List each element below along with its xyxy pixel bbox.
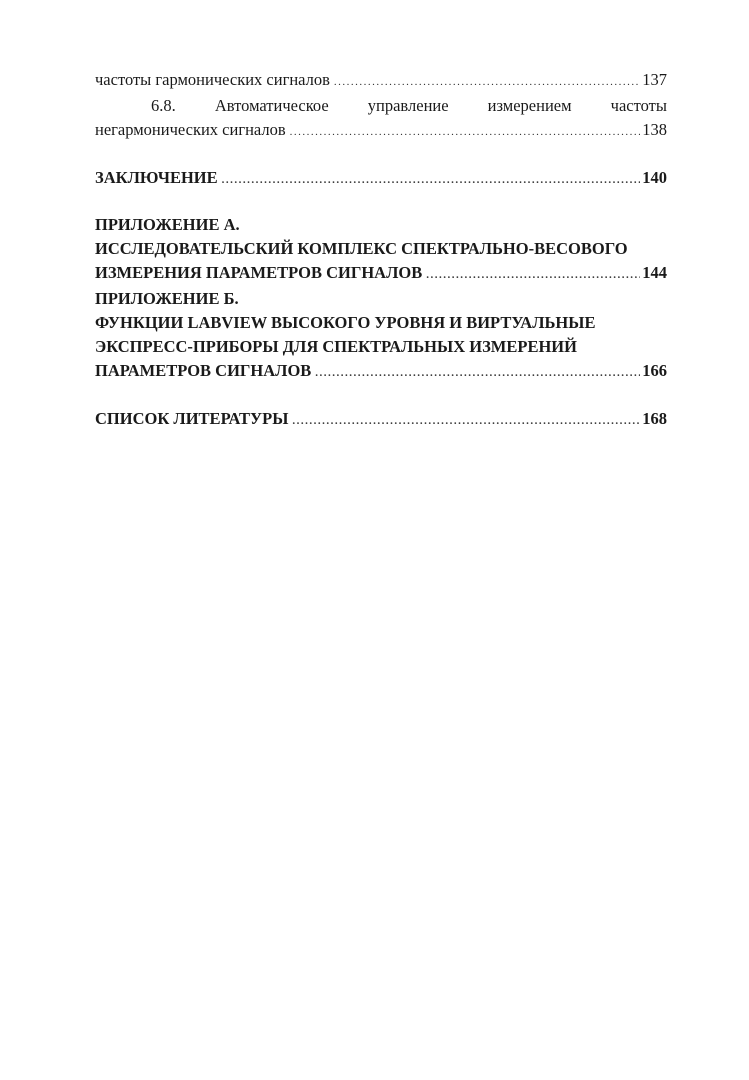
toc-entry-6-8-first-line[interactable] [95,94,667,118]
toc-appendix-b-title-line: ФУНКЦИИ LABVIEW ВЫСОКОГО УРОВНЯ И ВИРТУАЛЬНЫЕ [95,313,596,332]
toc-appendix-a-heading: ПРИЛОЖЕНИЕ А. [95,215,240,234]
dot-leader [222,168,641,192]
toc-entry-label: негармонических сигналов [95,120,286,139]
toc-page-number: 168 [642,409,667,428]
toc-entry-appendix-a[interactable] [95,261,667,287]
toc-entry-word: управление [367,96,449,115]
table-of-contents [95,68,667,433]
dot-leader [334,70,640,94]
toc-appendix-b-title-line: ЭКСПРЕСС-ПРИБОРЫ ДЛЯ СПЕКТРАЛЬНЫХ ИЗМЕРЕНИЙ [95,337,577,356]
dot-leader [292,409,640,433]
toc-page-number: 138 [642,120,667,139]
toc-entry-label: ИЗМЕРЕНИЯ ПАРАМЕТРОВ СИГНАЛОВ [95,263,423,282]
toc-entry-word: измерением [487,96,572,115]
toc-appendix-a-title-line: ИССЛЕДОВАТЕЛЬСКИЙ КОМПЛЕКС СПЕКТРАЛЬНО-ВЕСОВОГО [95,239,628,258]
toc-entry-label: ЗАКЛЮЧЕНИЕ [95,168,218,187]
dot-leader [426,263,640,287]
toc-page-number: 166 [642,361,667,380]
toc-page-number: 140 [642,168,667,187]
toc-entry-references[interactable] [95,407,667,433]
toc-page-number: 137 [642,70,667,89]
dot-leader [315,361,640,385]
toc-appendix-b-heading: ПРИЛОЖЕНИЕ Б. [95,289,239,308]
toc-entry-word: частоты [610,96,667,115]
dot-leader [290,120,641,144]
toc-entry-label: СПИСОК ЛИТЕРАТУРЫ [95,409,289,428]
toc-entry-label: ПАРАМЕТРОВ СИГНАЛОВ [95,361,312,380]
toc-page-number: 144 [642,263,667,282]
toc-entry-6-8-second-line[interactable] [95,118,667,144]
toc-entry-number: 6.8. [151,96,176,115]
toc-entry-word: Автоматическое [214,96,329,115]
toc-entry-conclusion[interactable] [95,166,667,192]
toc-entry-label: частоты гармонических сигналов [95,70,330,89]
toc-entry-appendix-b[interactable] [95,359,667,385]
toc-entry-6-7-continuation[interactable] [95,68,667,94]
